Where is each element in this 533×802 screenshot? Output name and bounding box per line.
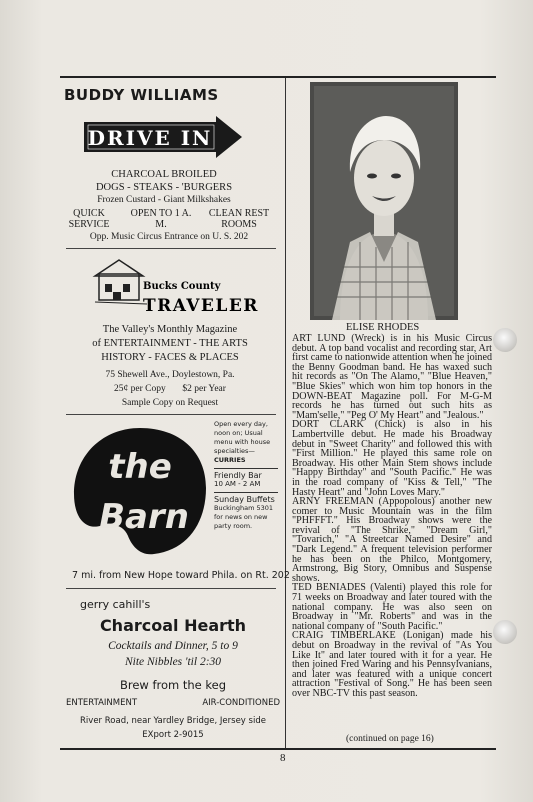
bio-arny-freeman: ARNY FREEMAN (Appopolous) another new comer to Music Mountain was in the film "PHFFFT." His Broadway shows were the revival of "The Shrike," "Dream Girl," "Tovarich," "A Streetcar Named Desire" and "Dark Legend." A frequent television performer he has been on the Philco, Montgomery, Armstrong, Big Story, Omnibus and Suspense shows. — [292, 496, 492, 584]
nite-nibbles: Nite Nibbles 'til 2:30 — [124, 656, 222, 668]
cocktails-dinner: Cocktails and Dinner, 5 to 9 — [108, 640, 238, 652]
barn-info-bar-hours: 10 AM - 2 AM — [214, 480, 261, 488]
quick-service: QUICK SERVICE — [68, 208, 110, 230]
svg-text:Barn: Barn — [99, 497, 189, 537]
hearth-address: River Road, near Yardley Bridge, Jersey side — [80, 716, 266, 726]
barn-info-open: Open every day, noon on; Usual menu with house specialties— — [214, 420, 271, 455]
barn-info — [214, 420, 278, 531]
barn-info-curries: CURRIES — [214, 456, 246, 464]
barn-info-phone: Buckingham 5301 for news on new party room. — [214, 504, 274, 530]
top-rule — [60, 76, 496, 78]
opp-music-circus: Opp. Music Circus Entrance on U. S. 202 — [89, 232, 249, 242]
ad-separator — [66, 414, 276, 415]
bucks-county-traveler-logo — [95, 256, 259, 318]
page-number: 8 — [280, 752, 286, 764]
dogs-steaks-burgers: DOGS - STEAKS - 'BURGERS — [95, 182, 233, 193]
clean-rest-rooms: CLEAN REST ROOMS — [208, 208, 270, 230]
binder-hole — [493, 620, 517, 644]
bio-craig-timberlake: CRAIG TIMBERLAKE (Lonigan) made his debut on Broadway in the revival of "As You Like It" and later toured with it for a year. He then joined Fred Waring and his Pennsylvanians, and later was featured with a unique concert attraction "Festival of Song." He has been seen over NBC-TV this past season. — [292, 630, 492, 699]
drive-in-arrow-sign — [84, 116, 244, 158]
bio-art-lund: ART LUND (Wreck) is in his Music Circus debut. A top band vocalist and recording star, Art first came to nationwide attention when he joined the Benny Goodman band. He has waxed such hit records as "On The Alamo," "Blue Heaven," "Blue Skies" which won him top honors in the DOWN-BEAT Magazine poll. For M-G-M records he has turned out such hits as "Mam'selle," "Peg O' My Heart" and "Jealous." — [292, 333, 492, 421]
buddy-williams-title: BUDDY WILLIAMS — [64, 86, 219, 104]
traveler-price: 25¢ per Copy $2 per Year — [114, 384, 226, 394]
traveler-sample: Sample Copy on Request — [121, 398, 219, 408]
bio-dort-clark: DORT CLARK (Chick) is also in his Lambertville debut. He made his Broadway debut in "Sweet Charity" and followed this with "First Million." He played this same role on Broadway. His other Main Stem shows include "Happy Birthday" and "South Pacific." He was in the road company of "Kiss & Tell," "The Hasty Heart" and "John Loves Mary." — [292, 419, 492, 498]
barn-info-bar: Friendly Bar — [214, 471, 262, 480]
cast-bios — [292, 334, 492, 699]
barn-logo-text: the — [108, 447, 172, 487]
frozen-custard: Frozen Custard - Giant Milkshakes — [97, 195, 231, 205]
gerry-cahills: gerry cahill's — [80, 598, 151, 611]
bio-ted-beniades: TED BENIADES (Valenti) played this role for 71 weeks on Broadway and later toured with the national company. He was also seen on Broadway in "Mr. Roberts" and was in the national company of "South Pacific." — [292, 582, 492, 632]
binder-hole — [493, 328, 517, 352]
bucks-county-label: Bucks County — [143, 281, 221, 292]
traveler-address: 75 Shewell Ave., Doylestown, Pa. — [105, 370, 235, 380]
traveler-line-1: The Valley's Monthly Magazine — [102, 324, 238, 335]
traveler-line-3: HISTORY - FACES & PLACES — [101, 352, 239, 363]
open-hours: OPEN TO 1 A. M. — [130, 208, 192, 230]
photo-caption: ELISE RHODES — [346, 322, 420, 333]
charcoal-hearth-title: Charcoal Hearth — [99, 616, 247, 635]
charcoal-broiled: CHARCOAL BROILED — [111, 169, 217, 180]
hearth-entertainment: ENTERTAINMENT — [66, 698, 138, 708]
drive-in-label: DRIVE IN — [87, 126, 213, 150]
the-barn-logo — [70, 422, 210, 562]
traveler-label: TRAVELER — [143, 296, 259, 316]
elise-rhodes-photo — [310, 82, 458, 320]
barn-directions: 7 mi. from New Hope toward Phila. on Rt. 202 — [72, 570, 290, 581]
barn-info-buffets: Sunday Buffets — [214, 495, 275, 504]
ad-separator — [66, 248, 276, 249]
traveler-line-2: of ENTERTAINMENT - THE ARTS — [92, 338, 248, 349]
continued-note: (continued on page 16) — [346, 734, 434, 744]
hearth-air-conditioned: AIR-CONDITIONED — [202, 698, 280, 708]
hearth-phone: EXport 2-9015 — [142, 730, 204, 740]
bottom-rule — [60, 748, 496, 750]
column-divider — [285, 78, 286, 748]
ad-separator — [66, 588, 276, 589]
brew-from-keg: Brew from the keg — [119, 678, 227, 692]
